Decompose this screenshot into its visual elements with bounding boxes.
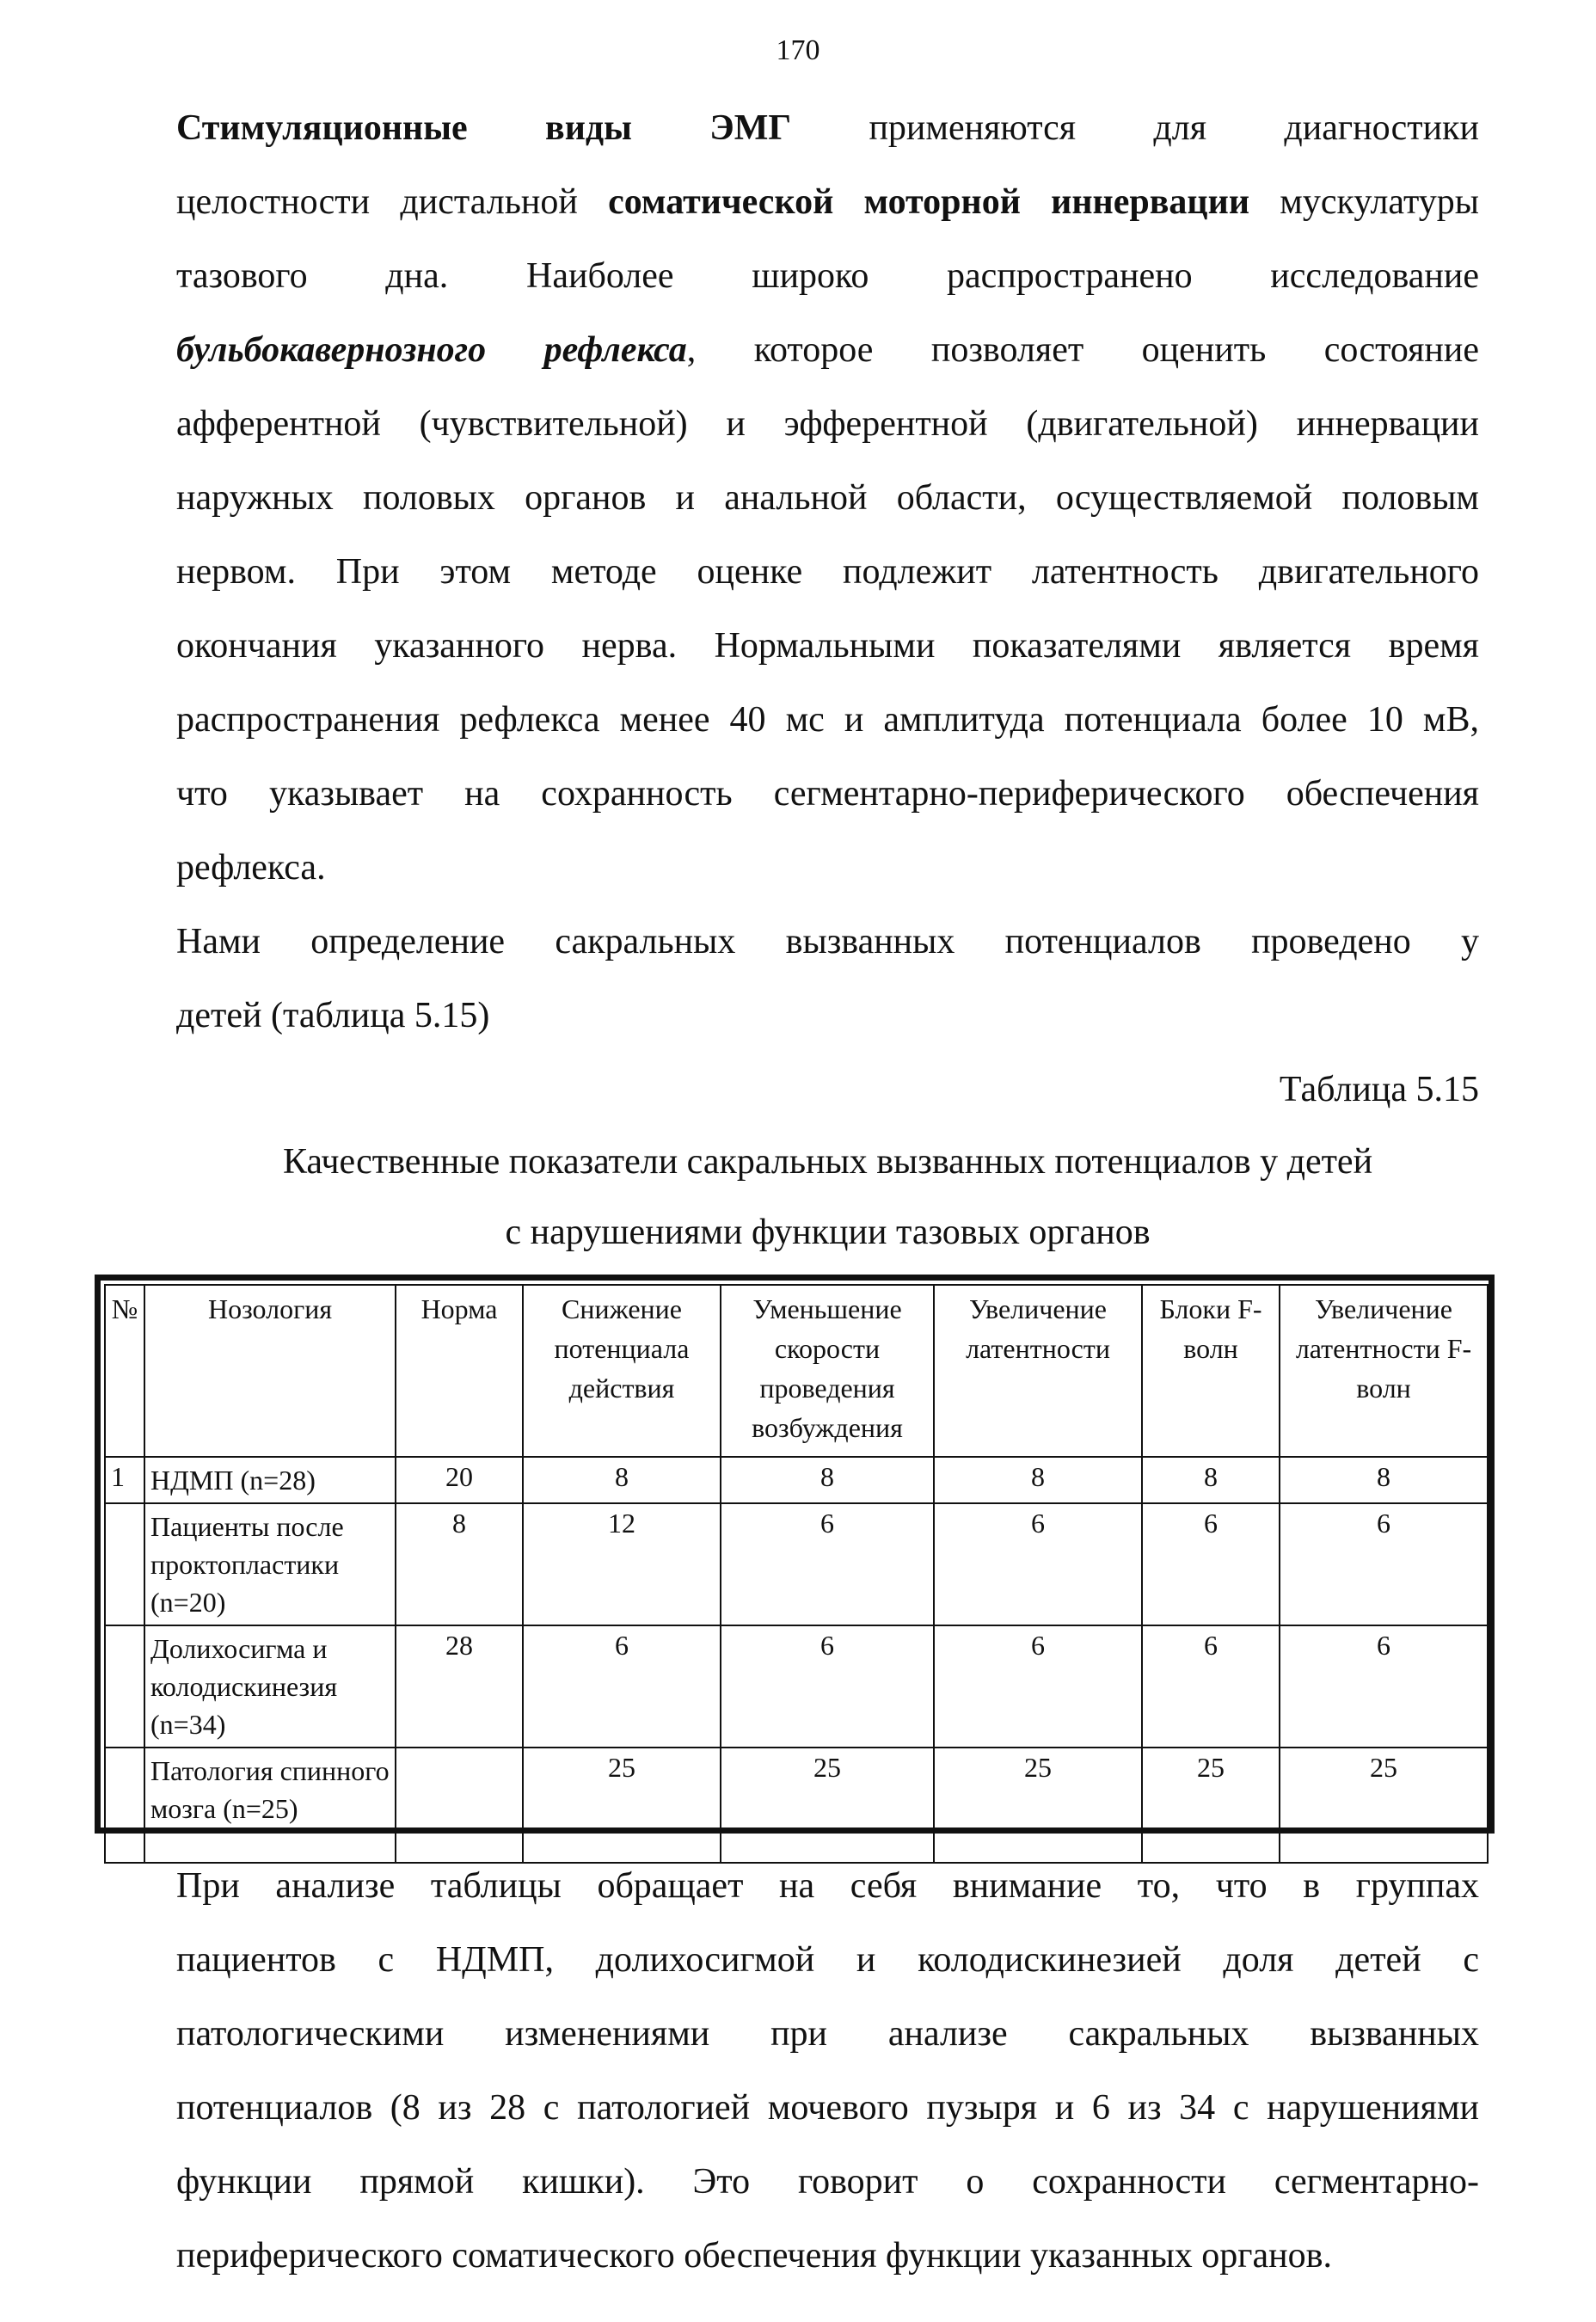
table-row xyxy=(105,1503,1488,1625)
cell-num xyxy=(105,1503,144,1625)
page-number: 170 xyxy=(776,34,820,66)
text-span: , которое позволяет оценить состояние xyxy=(686,330,1479,370)
table-row xyxy=(105,1748,1488,1863)
text-line xyxy=(176,165,1479,239)
text-line: распространения рефлекса менее 40 мс и амплитуда потенциала более 10 мВ, xyxy=(176,700,1479,740)
cell-latency: 6 xyxy=(934,1503,1142,1625)
cell-blocks: 8 xyxy=(1142,1457,1280,1503)
text-line: афферентной (чувствительной) и эфферентной (двигательной) иннервации xyxy=(176,404,1479,444)
text-line: периферического соматического обеспечения функции указанных органов. xyxy=(176,2236,1332,2276)
cell-f-latency: 25 xyxy=(1280,1748,1488,1863)
cell-latency: 25 xyxy=(934,1748,1142,1863)
header-blocks: Блоки F-волн xyxy=(1142,1285,1280,1457)
text-line: окончания указанного нерва. Нормальными показателями является время xyxy=(176,626,1479,666)
bold-term: Стимуляционные виды ЭМГ xyxy=(176,108,792,148)
cell-num xyxy=(105,1748,144,1863)
cell-norm: 20 xyxy=(396,1457,523,1503)
cell-speed: 25 xyxy=(721,1748,934,1863)
cell-decrease: 25 xyxy=(523,1748,721,1863)
text-line xyxy=(176,313,1479,387)
cell-speed: 8 xyxy=(721,1457,934,1503)
table-label: Таблица 5.15 xyxy=(1279,1070,1479,1109)
cell-num: 1 xyxy=(105,1457,144,1503)
text-line: функции прямой кишки). Это говорит о сохранности сегментарно- xyxy=(176,2162,1479,2202)
text-line xyxy=(176,91,1479,165)
table-row xyxy=(105,1457,1488,1503)
results-table xyxy=(104,1284,1489,1864)
text-line: наружных половых органов и анальной области, осуществляемой половым xyxy=(176,478,1479,518)
header-decrease: Снижение потенциала действия xyxy=(523,1285,721,1457)
cell-latency: 8 xyxy=(934,1457,1142,1503)
text-line: детей (таблица 5.15) xyxy=(176,996,490,1035)
text-line: нервом. При этом методе оценке подлежит латентность двигательного xyxy=(176,552,1479,592)
header-f-latency: Увеличение латентности F-волн xyxy=(1280,1285,1488,1457)
text-span: мускулатуры xyxy=(1249,182,1480,222)
text-line: пациентов с НДМП, долихосигмой и колодискинезией доля детей с xyxy=(176,1940,1479,1980)
header-speed: Уменьшение скорости проведения возбуждения xyxy=(721,1285,934,1457)
header-num: № xyxy=(105,1285,144,1457)
cell-name: НДМП (n=28) xyxy=(144,1457,396,1503)
cell-name: Долихосигма и колодискинезия (n=34) xyxy=(144,1625,396,1748)
cell-latency: 6 xyxy=(934,1625,1142,1748)
header-norm: Норма xyxy=(396,1285,523,1457)
table-frame xyxy=(95,1275,1495,1834)
text-line: что указывает на сохранность сегментарно-периферического обеспечения xyxy=(176,774,1479,814)
cell-f-latency: 8 xyxy=(1280,1457,1488,1503)
table-title: Качественные показатели сакральных вызванных потенциалов у детей xyxy=(282,1142,1373,1182)
header-latency: Увеличение латентности xyxy=(934,1285,1142,1457)
cell-name: Пациенты после проктопластики (n=20) xyxy=(144,1503,396,1625)
cell-norm: 8 xyxy=(396,1503,523,1625)
paragraph-analysis xyxy=(176,1849,1479,2293)
text-line: При анализе таблицы обращает на себя внимание то, что в группах xyxy=(176,1866,1479,1906)
text-line: потенциалов (8 из 28 с патологией мочевого пузыря и 6 из 34 с нарушениями xyxy=(176,2088,1479,2128)
text-line: тазового дна. Наиболее широко распространено исследование xyxy=(176,256,1479,296)
cell-f-latency: 6 xyxy=(1280,1503,1488,1625)
text-span: целостности дистальной xyxy=(176,182,609,222)
cell-name: Патология спинного мозга (n=25) xyxy=(144,1748,396,1863)
cell-num xyxy=(105,1625,144,1748)
cell-decrease: 6 xyxy=(523,1625,721,1748)
bold-italic-term: бульбокавернозного рефлекса xyxy=(176,330,687,370)
text-line: Нами определение сакральных вызванных потенциалов проведено у xyxy=(176,922,1479,961)
cell-norm: 28 xyxy=(396,1625,523,1748)
text-line: рефлекса. xyxy=(176,848,326,888)
cell-blocks: 6 xyxy=(1142,1625,1280,1748)
cell-blocks: 25 xyxy=(1142,1748,1280,1863)
cell-norm xyxy=(396,1748,523,1863)
cell-decrease: 8 xyxy=(523,1457,721,1503)
cell-f-latency: 6 xyxy=(1280,1625,1488,1748)
cell-blocks: 6 xyxy=(1142,1503,1280,1625)
header-nosology: Нозология xyxy=(144,1285,396,1457)
text-span: применяются для диагностики xyxy=(791,108,1479,148)
bold-term: соматической моторной иннервации xyxy=(608,182,1250,222)
paragraph-emg xyxy=(176,91,1479,1268)
cell-speed: 6 xyxy=(721,1625,934,1748)
table-row xyxy=(105,1625,1488,1748)
cell-speed: 6 xyxy=(721,1503,934,1625)
table-title: с нарушениями функции тазовых органов xyxy=(505,1213,1151,1252)
cell-decrease: 12 xyxy=(523,1503,721,1625)
text-line: патологическими изменениями при анализе сакральных вызванных xyxy=(176,2014,1479,2054)
table-header-row xyxy=(105,1285,1488,1457)
